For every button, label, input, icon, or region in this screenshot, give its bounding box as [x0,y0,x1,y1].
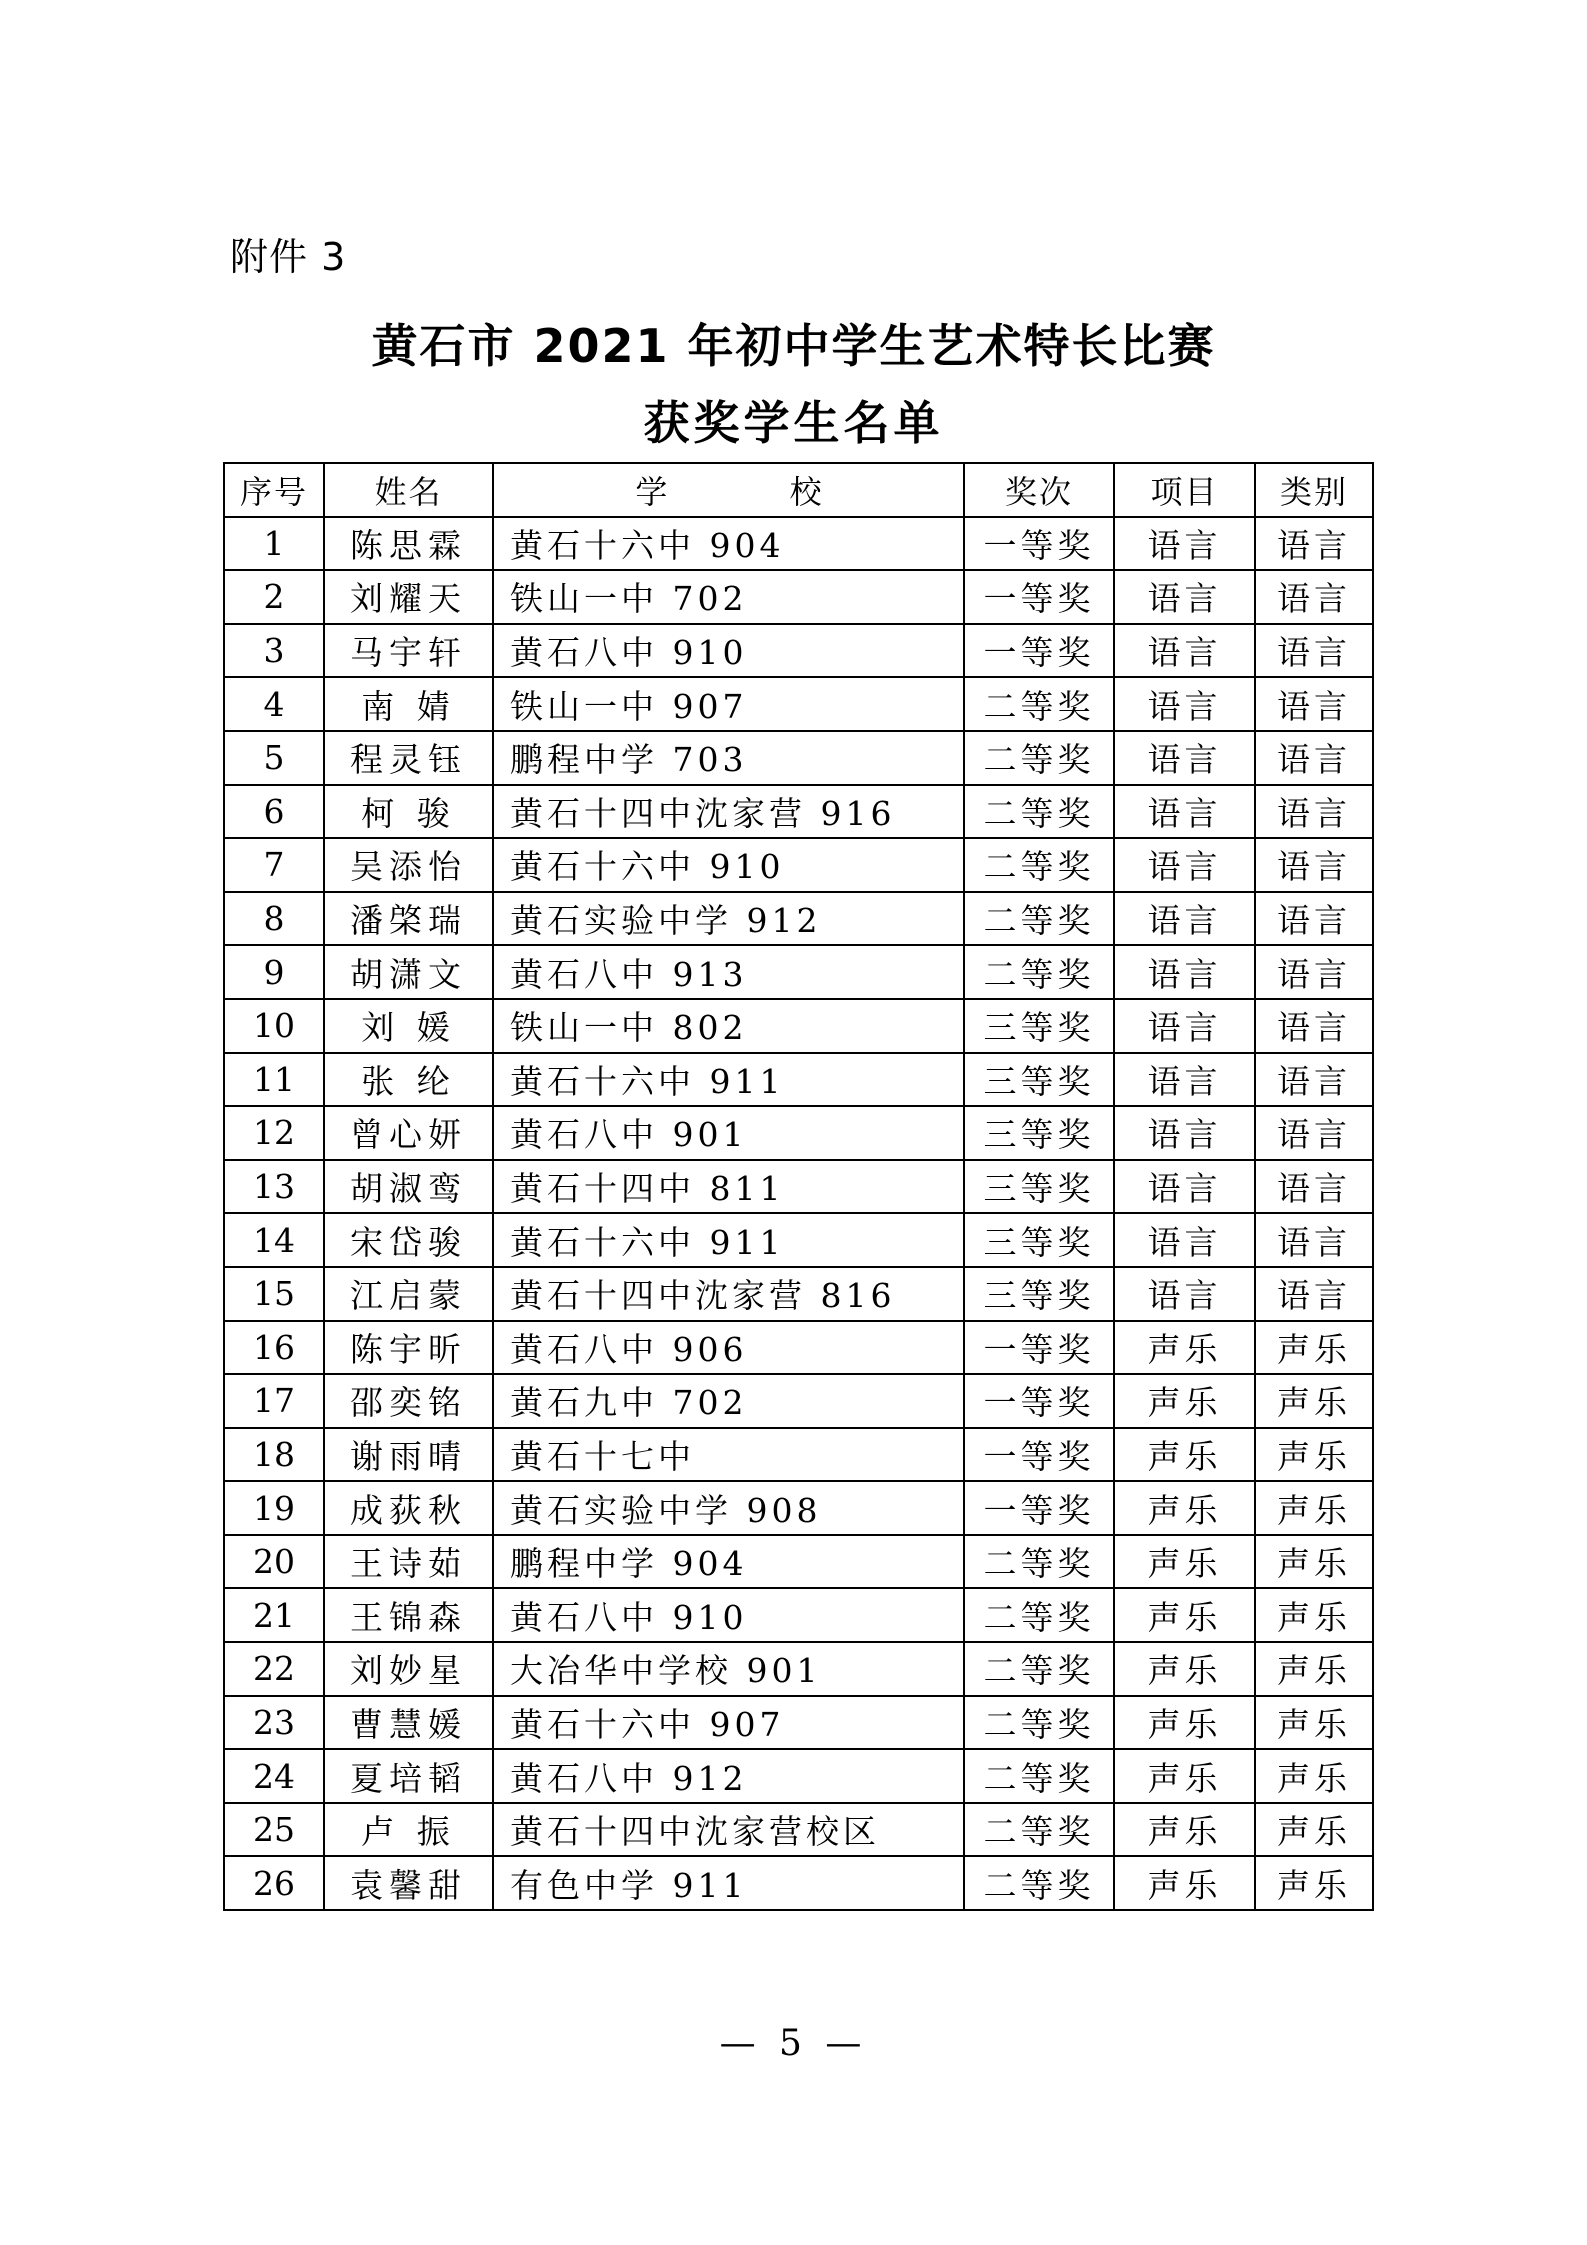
cell-name: 刘妙星 [324,1642,493,1696]
table-row [224,1642,1373,1696]
cell-index: 2 [224,570,324,624]
cell-category: 语言 [1255,570,1373,624]
cell-award: 二等奖 [964,1696,1114,1750]
cell-category: 声乐 [1255,1749,1373,1803]
cell-school: 黄石八中 910 [493,624,964,678]
table-row [224,1160,1373,1214]
cell-name: 邵奕铭 [324,1374,493,1428]
cell-category: 语言 [1255,1106,1373,1160]
cell-school: 黄石十四中沈家营 816 [493,1267,964,1321]
cell-item: 语言 [1114,517,1255,571]
cell-category: 声乐 [1255,1856,1373,1910]
cell-award: 二等奖 [964,1856,1114,1910]
cell-item: 声乐 [1114,1374,1255,1428]
cell-name: 马宇轩 [324,624,493,678]
cell-award: 一等奖 [964,1428,1114,1482]
header-name: 姓名 [324,463,493,517]
cell-category: 语言 [1255,999,1373,1053]
cell-award: 二等奖 [964,677,1114,731]
table-row [224,892,1373,946]
cell-index: 4 [224,677,324,731]
cell-name: 胡淑鸾 [324,1160,493,1214]
cell-award: 三等奖 [964,1213,1114,1267]
cell-category: 语言 [1255,1053,1373,1107]
cell-item: 声乐 [1114,1588,1255,1642]
cell-index: 15 [224,1267,324,1321]
cell-name: 南 婧 [324,677,493,731]
table-row [224,1535,1373,1589]
table-row [224,1267,1373,1321]
cell-name: 柯 骏 [324,785,493,839]
cell-index: 3 [224,624,324,678]
cell-school: 黄石十六中 911 [493,1053,964,1107]
table-row [224,1213,1373,1267]
table-row [224,1749,1373,1803]
cell-school: 铁山一中 907 [493,677,964,731]
cell-name: 陈宇昕 [324,1321,493,1375]
table-row [224,624,1373,678]
header-index: 序号 [224,463,324,517]
cell-item: 语言 [1114,1053,1255,1107]
cell-item: 语言 [1114,677,1255,731]
cell-category: 语言 [1255,892,1373,946]
page-number: — 5 — [719,2023,868,2064]
cell-award: 二等奖 [964,838,1114,892]
cell-category: 语言 [1255,785,1373,839]
cell-index: 14 [224,1213,324,1267]
cell-item: 声乐 [1114,1642,1255,1696]
cell-category: 语言 [1255,1267,1373,1321]
cell-item: 语言 [1114,892,1255,946]
cell-award: 二等奖 [964,945,1114,999]
cell-index: 23 [224,1696,324,1750]
cell-award: 一等奖 [964,624,1114,678]
cell-school: 黄石十六中 904 [493,517,964,571]
table-row [224,731,1373,785]
cell-school: 黄石十六中 911 [493,1213,964,1267]
cell-award: 一等奖 [964,1321,1114,1375]
cell-item: 语言 [1114,1160,1255,1214]
cell-category: 语言 [1255,1213,1373,1267]
cell-item: 声乐 [1114,1856,1255,1910]
cell-index: 24 [224,1749,324,1803]
cell-school: 黄石十四中 811 [493,1160,964,1214]
cell-name: 潘棨瑞 [324,892,493,946]
cell-name: 夏培韬 [324,1749,493,1803]
cell-award: 一等奖 [964,570,1114,624]
cell-index: 1 [224,517,324,571]
award-table [223,462,1374,1911]
cell-award: 一等奖 [964,1481,1114,1535]
cell-award: 二等奖 [964,1588,1114,1642]
cell-index: 19 [224,1481,324,1535]
cell-index: 18 [224,1428,324,1482]
cell-item: 声乐 [1114,1321,1255,1375]
table-row [224,1588,1373,1642]
cell-category: 声乐 [1255,1535,1373,1589]
cell-item: 语言 [1114,731,1255,785]
cell-school: 黄石十六中 910 [493,838,964,892]
cell-index: 12 [224,1106,324,1160]
cell-award: 三等奖 [964,999,1114,1053]
cell-index: 8 [224,892,324,946]
cell-category: 声乐 [1255,1803,1373,1857]
cell-index: 26 [224,1856,324,1910]
cell-index: 20 [224,1535,324,1589]
cell-category: 声乐 [1255,1481,1373,1535]
header-award: 奖次 [964,463,1114,517]
cell-school: 有色中学 911 [493,1856,964,1910]
cell-school: 黄石十六中 907 [493,1696,964,1750]
cell-category: 语言 [1255,731,1373,785]
cell-item: 声乐 [1114,1696,1255,1750]
table-row [224,1696,1373,1750]
cell-index: 5 [224,731,324,785]
cell-item: 声乐 [1114,1749,1255,1803]
cell-school: 鹏程中学 904 [493,1535,964,1589]
cell-name: 陈思霖 [324,517,493,571]
table-header-row [224,463,1373,517]
cell-name: 张 纶 [324,1053,493,1107]
cell-item: 语言 [1114,999,1255,1053]
cell-award: 三等奖 [964,1106,1114,1160]
cell-name: 曹慧媛 [324,1696,493,1750]
cell-item: 语言 [1114,1213,1255,1267]
cell-award: 一等奖 [964,1374,1114,1428]
table-row [224,1481,1373,1535]
table-row [224,1321,1373,1375]
cell-item: 声乐 [1114,1428,1255,1482]
cell-category: 声乐 [1255,1428,1373,1482]
cell-name: 江启蒙 [324,1267,493,1321]
cell-school: 黄石八中 910 [493,1588,964,1642]
cell-category: 语言 [1255,838,1373,892]
cell-school: 黄石实验中学 908 [493,1481,964,1535]
table-row [224,1856,1373,1910]
cell-name: 吴添怡 [324,838,493,892]
cell-award: 三等奖 [964,1053,1114,1107]
table-row [224,1106,1373,1160]
cell-award: 二等奖 [964,1535,1114,1589]
cell-school: 黄石十七中 [493,1428,964,1482]
cell-school: 黄石八中 906 [493,1321,964,1375]
header-category: 类别 [1255,463,1373,517]
cell-school: 黄石十四中沈家营 916 [493,785,964,839]
cell-category: 语言 [1255,517,1373,571]
cell-award: 二等奖 [964,1642,1114,1696]
table-row [224,999,1373,1053]
cell-item: 语言 [1114,570,1255,624]
cell-category: 语言 [1255,1160,1373,1214]
cell-award: 二等奖 [964,892,1114,946]
cell-school: 铁山一中 702 [493,570,964,624]
cell-name: 谢雨晴 [324,1428,493,1482]
cell-category: 声乐 [1255,1374,1373,1428]
cell-category: 声乐 [1255,1588,1373,1642]
table-row [224,785,1373,839]
cell-category: 声乐 [1255,1696,1373,1750]
cell-item: 语言 [1114,1106,1255,1160]
cell-index: 10 [224,999,324,1053]
table-row [224,838,1373,892]
cell-name: 卢 振 [324,1803,493,1857]
cell-school: 黄石十四中沈家营校区 [493,1803,964,1857]
cell-award: 一等奖 [964,517,1114,571]
cell-index: 9 [224,945,324,999]
cell-name: 刘耀天 [324,570,493,624]
cell-item: 声乐 [1114,1803,1255,1857]
cell-index: 17 [224,1374,324,1428]
cell-item: 语言 [1114,624,1255,678]
cell-index: 16 [224,1321,324,1375]
header-school: 学 校 [493,463,964,517]
document-title: 黄石市 2021 年初中学生艺术特长比赛 [371,319,1216,373]
cell-name: 王锦森 [324,1588,493,1642]
cell-school: 大冶华中学校 901 [493,1642,964,1696]
cell-index: 6 [224,785,324,839]
cell-name: 刘 媛 [324,999,493,1053]
cell-award: 二等奖 [964,731,1114,785]
cell-school: 铁山一中 802 [493,999,964,1053]
table-row [224,945,1373,999]
cell-index: 25 [224,1803,324,1857]
document-subtitle: 获奖学生名单 [643,396,944,450]
cell-item: 语言 [1114,838,1255,892]
cell-category: 声乐 [1255,1642,1373,1696]
cell-name: 程灵钰 [324,731,493,785]
cell-category: 声乐 [1255,1321,1373,1375]
cell-item: 声乐 [1114,1481,1255,1535]
cell-school: 黄石实验中学 912 [493,892,964,946]
table-row [224,1053,1373,1107]
table-row [224,1803,1373,1857]
cell-item: 语言 [1114,1267,1255,1321]
cell-name: 袁馨甜 [324,1856,493,1910]
cell-item: 语言 [1114,785,1255,839]
cell-award: 三等奖 [964,1267,1114,1321]
cell-item: 声乐 [1114,1535,1255,1589]
table-row [224,570,1373,624]
cell-award: 二等奖 [964,1749,1114,1803]
cell-school: 黄石八中 912 [493,1749,964,1803]
cell-category: 语言 [1255,677,1373,731]
cell-name: 成荻秋 [324,1481,493,1535]
cell-award: 三等奖 [964,1160,1114,1214]
cell-category: 语言 [1255,624,1373,678]
cell-index: 7 [224,838,324,892]
cell-item: 语言 [1114,945,1255,999]
cell-name: 宋岱骏 [324,1213,493,1267]
header-item: 项目 [1114,463,1255,517]
table-row [224,677,1373,731]
cell-category: 语言 [1255,945,1373,999]
cell-school: 鹏程中学 703 [493,731,964,785]
cell-award: 二等奖 [964,785,1114,839]
cell-school: 黄石九中 702 [493,1374,964,1428]
cell-school: 黄石八中 913 [493,945,964,999]
cell-index: 13 [224,1160,324,1214]
cell-school: 黄石八中 901 [493,1106,964,1160]
table-row [224,1374,1373,1428]
cell-name: 曾心妍 [324,1106,493,1160]
table-body [224,517,1373,1910]
table-row [224,1428,1373,1482]
cell-index: 22 [224,1642,324,1696]
cell-name: 王诗茹 [324,1535,493,1589]
attachment-label: 附件 3 [230,235,347,279]
cell-name: 胡潇文 [324,945,493,999]
cell-index: 11 [224,1053,324,1107]
table-row [224,517,1373,571]
cell-index: 21 [224,1588,324,1642]
cell-award: 二等奖 [964,1803,1114,1857]
